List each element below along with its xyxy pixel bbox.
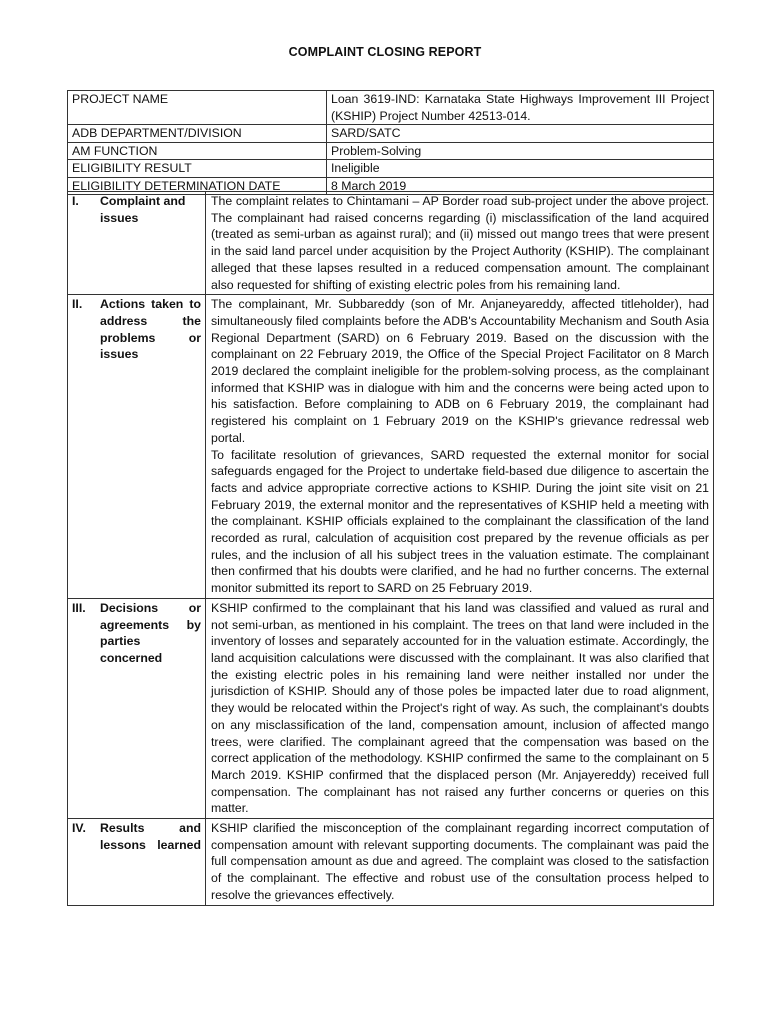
info-row-department [68,125,714,143]
section-heading: Results and lessons learned [100,821,201,852]
info-label: ELIGIBILITY RESULT [68,160,327,178]
project-info-table [67,90,714,195]
section-paragraph: KSHIP clarified the misconception of the complainant regarding incorrect computation of compensation amount with relevant supporting documents. The complainant was paid the full compensation amount as due and agreed. The complaint was closed to the satisfaction of the complainant. The effective and robust use of the consultation process helped to resolve the grievances effectively. [211,821,709,902]
section-body [206,598,714,818]
info-value: Ineligible [327,160,714,178]
info-label: AM FUNCTION [68,142,327,160]
report-sections-table [67,191,714,906]
section-body [206,295,714,599]
section-number: IV. [72,821,86,836]
info-label: ELIGIBILITY DETERMINATION DATE [68,177,327,195]
section-number: II. [72,297,83,312]
section-actions-taken [68,295,714,599]
section-heading: Complaint and issues [100,194,186,225]
info-value: SARD/SATC [327,125,714,143]
section-paragraph: The complainant, Mr. Subbareddy (son of Mr. Anjaneyareddy, affected titleholder), had simultaneously filed complaints before the ADB's Accountability Mechanism and South Asia Regional Department (SARD) on 6 February 2019. Based on the discussion with the complainant on 22 February 2019, the Office of the Special Project Facilitator on 8 March 2019 declared the complaint ineligible for the problem-solving process, as the complainant informed that KSHIP was in dialogue with him and the concerns were being acted upon to his satisfaction. Before complaining to ADB on 6 February 2019, the complainant had registered his complaint on 1 February 2019 on the KSHIP's grievance redressal web portal. [211,297,709,445]
section-heading-cell [68,295,206,599]
section-heading-cell [68,192,206,295]
section-heading-cell [68,819,206,906]
info-value: 8 March 2019 [327,177,714,195]
section-number: III. [72,600,86,615]
section-paragraph: To facilitate resolution of grievances, SARD requested the external monitor for social safeguards engaged for the Project to undertake field-based due diligence to ascertain the facts and advice appropriate corrective actions to KSHIP. During the joint site visit on 21 February 2019, the external monitor and the representatives of KSHIP held a meeting with the complainant. KSHIP officials explained to the complainant the classification of the land recorded as rural, calculation of acquisition cost prepared by the revenue officials as per rules, and the inclusion of all his subject trees in the valuation estimate. The complainant then confirmed that his doubts were clarified, and he had no further concerns. The external monitor submitted its report to SARD on 25 February 2019. [211,447,709,596]
section-heading-cell [68,598,206,818]
section-heading: Actions taken to address the problems or issues [100,297,201,362]
section-decisions-agreements [68,598,714,818]
section-heading: Decisions or agreements by parties concerned [100,600,201,665]
info-label: ADB DEPARTMENT/DIVISION [68,125,327,143]
info-label: PROJECT NAME [68,91,327,125]
section-paragraph: KSHIP confirmed to the complainant that his land was classified and valued as rural and not semi-urban, as mentioned in his complaint. The trees on that land were included in the inventory of losses and separately accounted for in the valuation estimate. Accordingly, the land acquisition calculations were discussed with the complainant. It was also clarified that the existing electric poles in his remaining land were neither installed nor under the jurisdiction of KSHIP. Should any of those poles be impacted later due to road alignment, they would be relocated within the Project's right of way. As such, the complainant's doubts on any misclassification of the land, compensation amount, inclusion of affected mango trees, were clarified. The complainant agreed that the compensation was based on the correct application of the methodology. KSHIP confirmed the same to the complainant on 5 March 2019. KSHIP confirmed that the displaced person (Mr. Anjayereddy) received full compensation. The complainant has not raised any further concerns or queries on this matter. [211,600,709,816]
section-paragraph: The complaint relates to Chintamani – AP Border road sub-project under the above project. The complainant had raised concerns regarding (i) misclassification of the land acquired (treated as semi-urban as against rural); and (ii) missed out mango trees that were present in the said land parcel under acquisition by the Project Authority (KSHIP). The complainant alleged that these lapses resulted in a reduced compensation amount. The complainant also requested for shifting of existing electric poles from his remaining land. [211,194,709,292]
report-title: COMPLAINT CLOSING REPORT [288,45,482,59]
section-body [206,819,714,906]
info-row-project-name [68,91,714,125]
section-results-lessons [68,819,714,906]
section-complaint-and-issues [68,192,714,295]
info-row-eligibility-result [68,160,714,178]
info-row-am-function [68,142,714,160]
section-number: I. [72,194,79,208]
info-value: Problem-Solving [327,142,714,160]
info-value: Loan 3619-IND: Karnataka State Highways Improvement III Project (KSHIP) Project Number 42513-014. [327,91,714,125]
section-body [206,192,714,295]
